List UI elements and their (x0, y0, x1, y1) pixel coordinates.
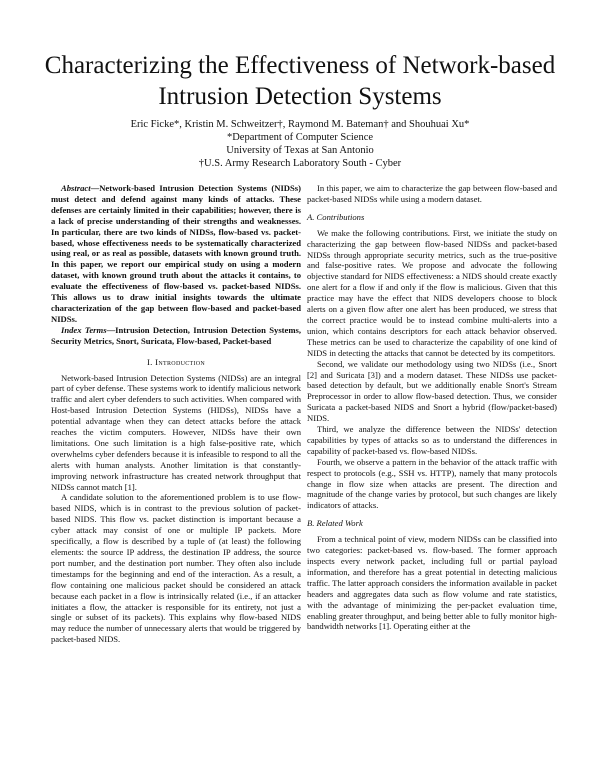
contributions-paragraph-3: Third, we analyze the difference between the NIDSs' detection capabilities by types of attacks so as to understand the differences in capability of packet-based vs. flow-based NIDSs. (307, 424, 557, 456)
left-column (51, 183, 301, 645)
subsection-heading-contributions: A. Contributions (307, 211, 365, 222)
index-terms-text: —Intrusion Detection, Intrusion Detection Systems, Security Metrics, Snort, Suricata, Flow-based, Packet-based (51, 324, 301, 346)
paper-title: Characterizing the Effectiveness of Network-based Intrusion Detection Systems (44, 52, 556, 110)
affiliation-2: University of Texas at San Antonio (226, 145, 374, 156)
affiliation-1: *Department of Computer Science (226, 132, 374, 143)
contributions-paragraph-4: Fourth, we observe a pattern in the behavior of the attack traffic with respect to protocols (e.g., SSH vs. HTTP), namely that many protocols change in flow size when attacks are present. The direction and magnitude of the change varies by protocol, but such changes are likely indicators of attacks. (307, 456, 557, 511)
intro-paragraph-3: In this paper, we aim to characterize the gap between flow-based and packet-based NIDSs while using a modern dataset. (307, 183, 557, 204)
abstract (51, 183, 301, 325)
index-terms-label: Index Terms (61, 324, 107, 335)
contributions-paragraph-2: Second, we validate our methodology using two NIDSs (i.e., Snort [2] and Suricata [3]) and a modern dataset. These NIDSs use packet-based detection by default, but we additionally enable Snort's Stream Preprocessor in order to allow flow-based detection. Thus, we consider Suricata a packet-based NIDS and Snort a hybrid (flow/packet-based) NIDS. (307, 358, 557, 424)
abstract-label: Abstract (61, 183, 91, 193)
intro-paragraph-2: A candidate solution to the aforementioned problem is to use flow-based NIDS, which is in contrast to the previous solution of packet-based NIDS. This flow vs. packet distinction is important because a cyber attack may consist of one or multiple IP packets. More specifically, a flow is described by a tuple of (at least) the following elements: the source IP address, the destination IP address, the source port number, and the destination port number. They often also include timestamps for the beginning and end of the interaction. As a result, a flow containing one malicious packet should be considered an attack because each packet in a flow is intrinsically related (i.e., if an attacker initiates a flow, the attacker is responsible for its entirety, not just a single or subset of its packets). This explains why flow-based NIDS may reduce the number of unnecessary alerts that would be triggered by packet-based NIDS. (51, 492, 301, 645)
affiliation-3: †U.S. Army Research Laboratory South - Cyber (198, 158, 402, 169)
author-names: Eric Ficke*, Kristin M. Schweitzer†, Raymond M. Bateman† and Shouhuai Xu* (130, 119, 470, 130)
section-heading-introduction: I. Introduction (146, 356, 206, 367)
abstract-text: —Network-based Intrusion Detection Systems (NIDSs) must detect and defend against many kinds of attacks. These defenses are certainly limited in their capabilities; however, there is a lack of precise understanding of their strengths and weaknesses. In particular, there are two kinds of NIDSs, flow-based vs. packet-based, whose effectiveness needs to be systematically characterized using real, or as real as possible, datasets with known ground truth. In this paper, we report our empirical study on using a modern dataset, with known ground truth about the attacks it contains, to evaluate the effectiveness of flow-based vs. packet-based NIDSs. This allows us to draw initial insights towards the ultimate characterization of the gap between flow-based and packet-based NIDSs. (51, 183, 301, 324)
contributions-paragraph-1: We make the following contributions. First, we initiate the study on characterizing the gap between flow-based NIDSs and packet-based NIDSs through appropriate security metrics, such as the true-positive and false-positive rates. We propose and advocate the following objective standard for NIDS effectiveness: a NIDS should create exactly one alert for a flow if and only if the flow is malicious. Given that this practice may have the effect that NIDS developers choose to block alerts on a given flow after one alert has been produced, we stress that the correct practice would be to instead combine multi-alerts into a union, which contains descriptors for each attack behavior observed. These metrics can be used to characterize the capability of one kind of NIDS in detecting the attacks that cannot be detected by its competitors. (307, 227, 557, 358)
index-terms (51, 325, 301, 347)
related-work-paragraph-1: From a technical point of view, modern NIDSs can be classified into two categories: packet-based vs. flow-based. The former approach inspects every network packet, including full or partial payload information, and therefore has a great potential in detecting malicious traffic. The latter approach considers the information available in packet headers and aggregates data such as flow volume and rate statistics, with the advantage of minimizing the per-packet evaluation time, enabling greater throughput, and being better able to fully monitor high-bandwidth networks [1]. Operating either at the (307, 534, 557, 632)
intro-paragraph-1: Network-based Intrusion Detection Systems (NIDSs) are an integral part of cyber defense. These systems work to identify malicious network traffic and alert cyber defenders to such activities. When compared with Host-based Intrusion Detection Systems (HIDSs), NIDSs have a potential advantage when they can detect attacks before the attack reaches the victim computers. However, NIDSs have their own limitations. One such limitation is a high false-positive rate, which overwhelms cyber defenders because it is infeasible to respond to all the alerts with human analysts. Another limitation is that constantly-improving network infrastructure has created network throughput that NIDSs cannot match [1]. (51, 372, 301, 492)
author-block (40, 118, 560, 170)
right-column (307, 183, 557, 632)
subsection-heading-related-work: B. Related Work (307, 518, 363, 529)
